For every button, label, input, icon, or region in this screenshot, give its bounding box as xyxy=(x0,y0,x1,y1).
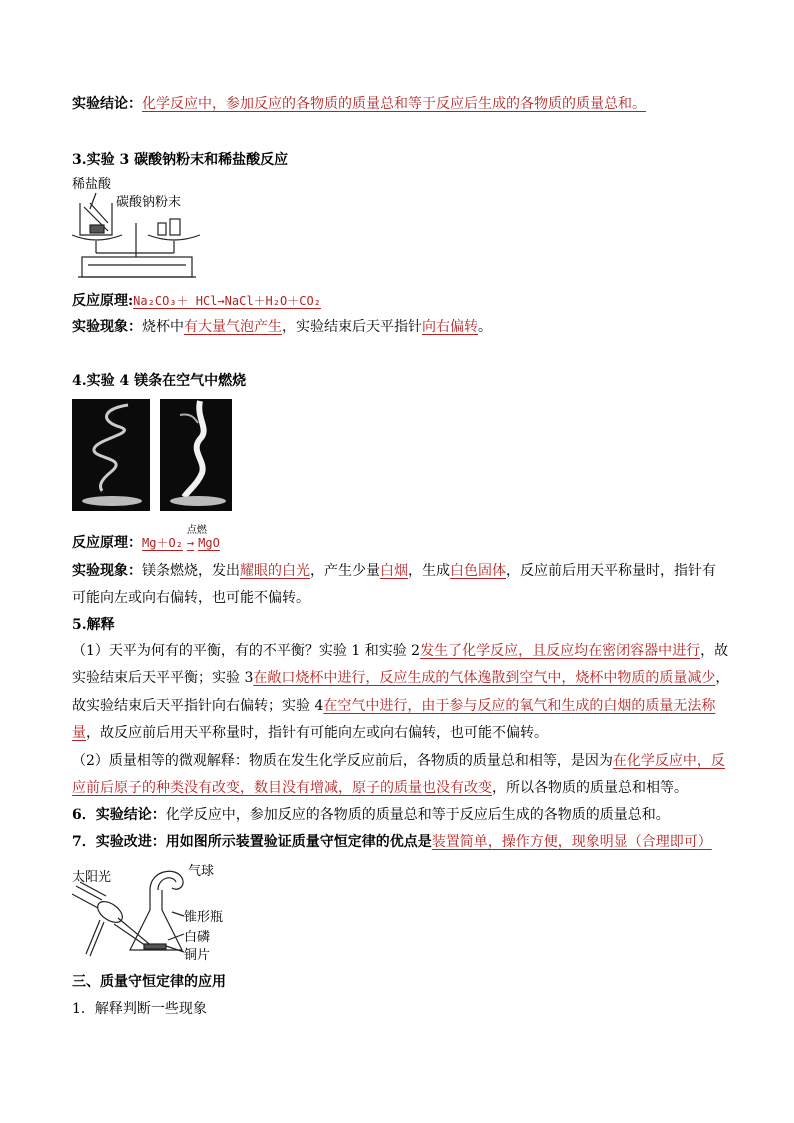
powder-label: 碳酸钠粉末 xyxy=(116,195,182,210)
exp3-principle-label: 反应原理: xyxy=(72,293,134,309)
copper-label: 铜片 xyxy=(184,948,211,963)
exp4-principle xyxy=(72,525,220,553)
explain-p1-text-1: （1）天平为何有的平衡，有的不平衡？实验 1 和实验 2 xyxy=(72,643,421,659)
explain-p1-l2-text-2: ， xyxy=(715,670,730,686)
exp4-phenomenon-line1 xyxy=(72,561,716,581)
explain-p2-l2-answer: 应前后原子的种类没有改变，数目没有增减，原子的质量也没有改变 xyxy=(72,780,492,796)
sunlight-flask-figure xyxy=(72,860,242,964)
burning-magnesium-drawing xyxy=(160,399,232,511)
explain-p2-text-1: （2）质量相等的微观解释：物质在发生化学反应前后，各物质的质量总和相等，是因为 xyxy=(72,753,613,769)
explain-p1-answer-1: 发生了化学反应，且反应均在密闭容器中进行 xyxy=(420,643,701,659)
exp3-phen-answer-2: 向右偏转 xyxy=(422,319,478,335)
exp4-eq-condition xyxy=(186,525,207,553)
flask-label: 锥形瓶 xyxy=(184,910,224,925)
balance-beaker-figure xyxy=(70,173,210,285)
improve7-label: 7．实验改进：用如图所示装置验证质量守恒定律的优点是 xyxy=(72,834,432,850)
explain-p1-line4 xyxy=(72,723,548,743)
explain-p1-l4-text: ，故反应前后用天平称量时，指针有可能向左或向右偏转，也可能不偏转。 xyxy=(86,725,548,741)
explain-p1-l2-text-1: 实验结束后天平平衡；实验 3 xyxy=(72,670,254,686)
conclusion6-text: 化学反应中，参加反应的各物质的质量总和等于反应后生成的各物质的质量总和。 xyxy=(165,807,670,823)
improve7-answer: 装置简单，操作方便，现象明显（合理即可） xyxy=(431,834,712,850)
phosphorus-label: 白磷 xyxy=(184,930,211,945)
explain-p1-line1 xyxy=(72,641,728,661)
explain-p1-l3-answer: 在空气中进行，由于参与反应的氧气和生成的白烟的质量无法称 xyxy=(323,698,716,714)
flask-drawing xyxy=(72,860,242,964)
exp3-phen-answer-1: 有大量气泡产生 xyxy=(184,319,282,335)
explain-p1-l4-answer: 量 xyxy=(72,725,86,741)
explain-p1-l2-answer: 在敞口烧杯中进行，反应生成的气体逸散到空气中，烧杯中物质的质量减少 xyxy=(253,670,716,686)
balloon-label: 气球 xyxy=(188,864,215,879)
exp4-phen-text-4: ，反应前后用天平称量时，指针有 xyxy=(506,563,716,579)
burning-magnesium-photo xyxy=(160,399,232,511)
exp3-phen-text-2: ，实验结束后天平指针 xyxy=(282,319,422,335)
magnesium-ribbon-drawing xyxy=(72,399,150,511)
exp4-phen-label: 实验现象： xyxy=(72,563,142,579)
exp3-principle-equation: Na₂CO₃＋ HCl→NaCl＋H₂O＋CO₂ xyxy=(133,294,321,308)
conclusion-label: 实验结论： xyxy=(72,96,142,112)
exp4-phenomenon-line2: 可能向左或向右偏转，也可能不偏转。 xyxy=(72,590,310,606)
exp3-phen-text-3: 。 xyxy=(478,319,492,335)
exp4-eq-right: MgO xyxy=(198,536,220,550)
explain-p2-line1 xyxy=(72,751,725,771)
exp3-phenomenon xyxy=(72,317,492,337)
exp4-eq-condition-text: 点燃 xyxy=(186,525,207,536)
explain-p1-line2 xyxy=(72,668,729,688)
explain-p1-l3-text-1: 故实验结束后天平指针向右偏转；实验 4 xyxy=(72,698,324,714)
exp4-phen-answer-3: 白色固体 xyxy=(450,563,506,579)
exp4-principle-label: 反应原理： xyxy=(72,535,142,551)
explain-p1-text-2: ，故 xyxy=(700,643,729,659)
explain-heading: 5.解释 xyxy=(72,617,115,633)
exp4-eq-left: Mg＋O₂ xyxy=(142,536,183,550)
conclusion6-line xyxy=(72,805,670,825)
exp4-phen-answer-2: 白烟 xyxy=(380,563,408,579)
exp3-phen-label: 实验现象： xyxy=(72,319,142,335)
explain-p2-l2-text: ，所以各物质的质量总和相等。 xyxy=(492,780,688,796)
explain-p2-line2 xyxy=(72,778,688,798)
exp4-phen-text-1: 镁条燃烧，发出 xyxy=(142,563,240,579)
exp4-eq-arrow: → xyxy=(186,536,195,550)
exp4-phen-text-3: ，生成 xyxy=(408,563,450,579)
magnesium-ribbon-photo xyxy=(72,399,150,511)
item1-text: 1．解释判断一些现象 xyxy=(72,1001,207,1017)
exp3-heading: 3.实验 3 碳酸钠粉末和稀盐酸反应 xyxy=(72,152,289,168)
acid-label: 稀盐酸 xyxy=(72,177,112,192)
section3-heading: 三、质量守恒定律的应用 xyxy=(72,974,226,990)
explain-p2-answer-1: 在化学反应中，反 xyxy=(612,753,725,769)
conclusion6-label: 6．实验结论： xyxy=(72,807,166,823)
exp3-principle xyxy=(72,291,321,311)
exp4-phen-text-2: ，产生少量 xyxy=(310,563,380,579)
explain-p1-line3 xyxy=(72,696,715,716)
conclusion-line xyxy=(72,94,646,114)
balance-drawing xyxy=(70,173,210,285)
improve7-line xyxy=(72,832,712,852)
exp3-phen-text-1: 烧杯中 xyxy=(142,319,184,335)
exp4-phen-answer-1: 耀眼的白光 xyxy=(240,563,310,579)
sun-label: 太阳光 xyxy=(72,870,112,885)
exp4-heading: 4.实验 4 镁条在空气中燃烧 xyxy=(72,373,247,389)
conclusion-answer: 化学反应中，参加反应的各物质的质量总和等于反应后生成的各物质的质量总和。 xyxy=(142,96,646,112)
